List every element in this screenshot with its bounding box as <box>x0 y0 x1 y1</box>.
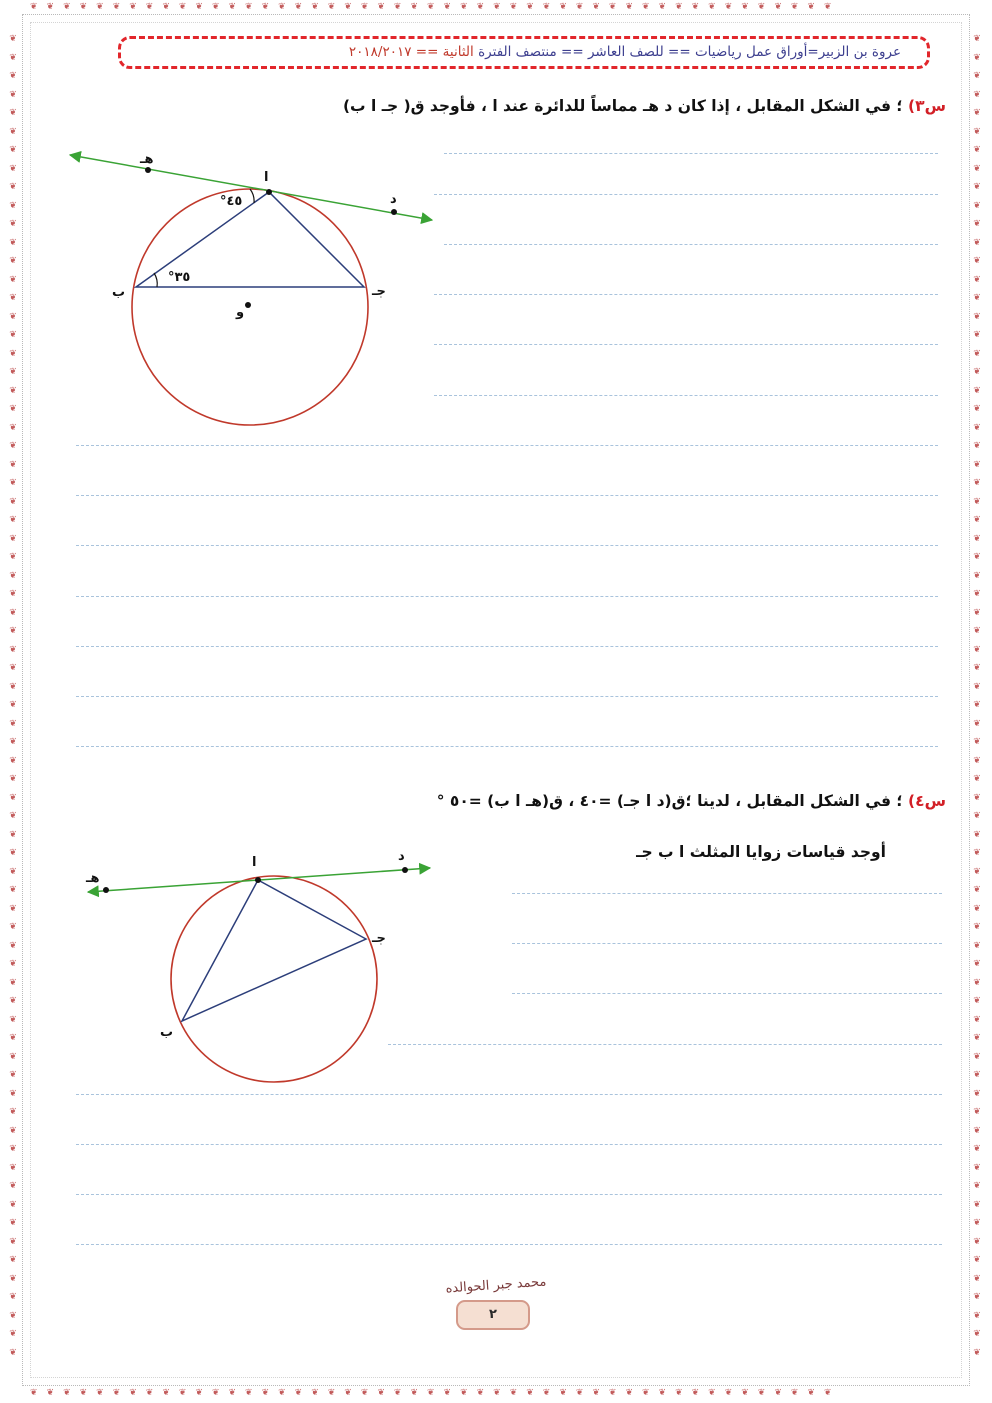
answer-line[interactable] <box>512 993 942 994</box>
answer-line[interactable] <box>76 1244 942 1245</box>
q3-label-b: ب <box>112 285 126 300</box>
header-title-term: الثانية == ٢٠١٨/٢٠١٧ <box>348 44 474 60</box>
q4-label-b: ب <box>160 1025 174 1040</box>
page-number: ٢ <box>456 1300 530 1330</box>
q3-angle-label-a: °٤٥ <box>220 194 243 209</box>
top-ornament-border: ❦❦❦❦❦❦❦❦❦❦❦❦❦❦❦❦❦❦❦❦❦❦❦❦❦❦❦❦❦❦❦❦❦❦❦❦❦❦❦❦❦❦❦❦❦❦❦❦❦ <box>30 2 841 12</box>
left-ornament-border: ❦ ❦ ❦ ❦ ❦ ❦ ❦ ❦ ❦ ❦ ❦ ❦ ❦ ❦ ❦ ❦ ❦ ❦ ❦ ❦ ❦ ❦ ❦ ❦ ❦ ❦ ❦ ❦ ❦ ❦ ❦ ❦ ❦ ❦ ❦ ❦ ❦ ❦ ❦ ❦ ❦ ❦ ❦ ❦ ❦ ❦ ❦ ❦ ❦ ❦ ❦ ❦ ❦ ❦ ❦ ❦ ❦ ❦ ❦ ❦ ❦ ❦ ❦ ❦ ❦ ❦ ❦ ❦ ❦ ❦ ❦ ❦ <box>9 34 17 1358</box>
question-4-subtext: أوجد قياسات زوايا المثلث ا ب جـ <box>636 843 886 861</box>
q4-circle <box>171 876 377 1082</box>
question-3-number: س٣) <box>908 97 946 115</box>
q4-label-a: ا <box>252 855 257 870</box>
question-4-text: ؛ في الشكل المقابل ، لدينا ؛ق(د ا جـ) =٤٠ ، ق(هـ ا ب) =٥٠ ° <box>436 792 903 810</box>
q4-label-e: هـ <box>86 871 100 886</box>
q3-label-a: ا <box>264 170 269 185</box>
q3-label-c: جـ <box>372 284 386 299</box>
q3-angle-label-b: °٣٥ <box>168 270 191 285</box>
question-4-number: س٤) <box>908 792 946 810</box>
header-title-main: عروة بن الزبير=أوراق عمل رياضيات == للصف العاشر == منتصف الفترة <box>478 44 901 60</box>
q4-label-d: د <box>398 849 405 864</box>
q4-point-e <box>103 887 109 893</box>
right-ornament-border: ❦ ❦ ❦ ❦ ❦ ❦ ❦ ❦ ❦ ❦ ❦ ❦ ❦ ❦ ❦ ❦ ❦ ❦ ❦ ❦ ❦ ❦ ❦ ❦ ❦ ❦ ❦ ❦ ❦ ❦ ❦ ❦ ❦ ❦ ❦ ❦ ❦ ❦ ❦ ❦ ❦ ❦ ❦ ❦ ❦ ❦ ❦ ❦ ❦ ❦ ❦ ❦ ❦ ❦ ❦ ❦ ❦ ❦ ❦ ❦ ❦ ❦ ❦ ❦ ❦ ❦ ❦ ❦ ❦ ❦ ❦ ❦ <box>973 34 981 1358</box>
q3-label-center: و <box>236 305 245 320</box>
question-3-text: ؛ في الشكل المقابل ، إذا كان د هـ مماساً للدائرة عند ا ، فأوجد ق( جـ ا ب) <box>342 97 903 115</box>
q4-triangle <box>182 880 366 1021</box>
q4-point-a <box>255 877 261 883</box>
answer-line[interactable] <box>76 1144 942 1145</box>
q4-label-c: جـ <box>372 931 386 946</box>
q4-point-d <box>402 867 408 873</box>
answer-line[interactable] <box>76 1194 942 1195</box>
answer-line[interactable] <box>512 943 942 944</box>
q3-label-d: د <box>390 192 397 207</box>
answer-line[interactable] <box>512 893 942 894</box>
q3-label-e: هـ <box>140 152 154 167</box>
author-signature: محمد جبر الحوالده <box>445 1274 547 1297</box>
answer-line[interactable] <box>388 1044 942 1045</box>
bottom-ornament-border: ❦❦❦❦❦❦❦❦❦❦❦❦❦❦❦❦❦❦❦❦❦❦❦❦❦❦❦❦❦❦❦❦❦❦❦❦❦❦❦❦❦❦❦❦❦❦❦❦❦ <box>30 1388 841 1398</box>
answer-line[interactable] <box>76 1094 942 1095</box>
